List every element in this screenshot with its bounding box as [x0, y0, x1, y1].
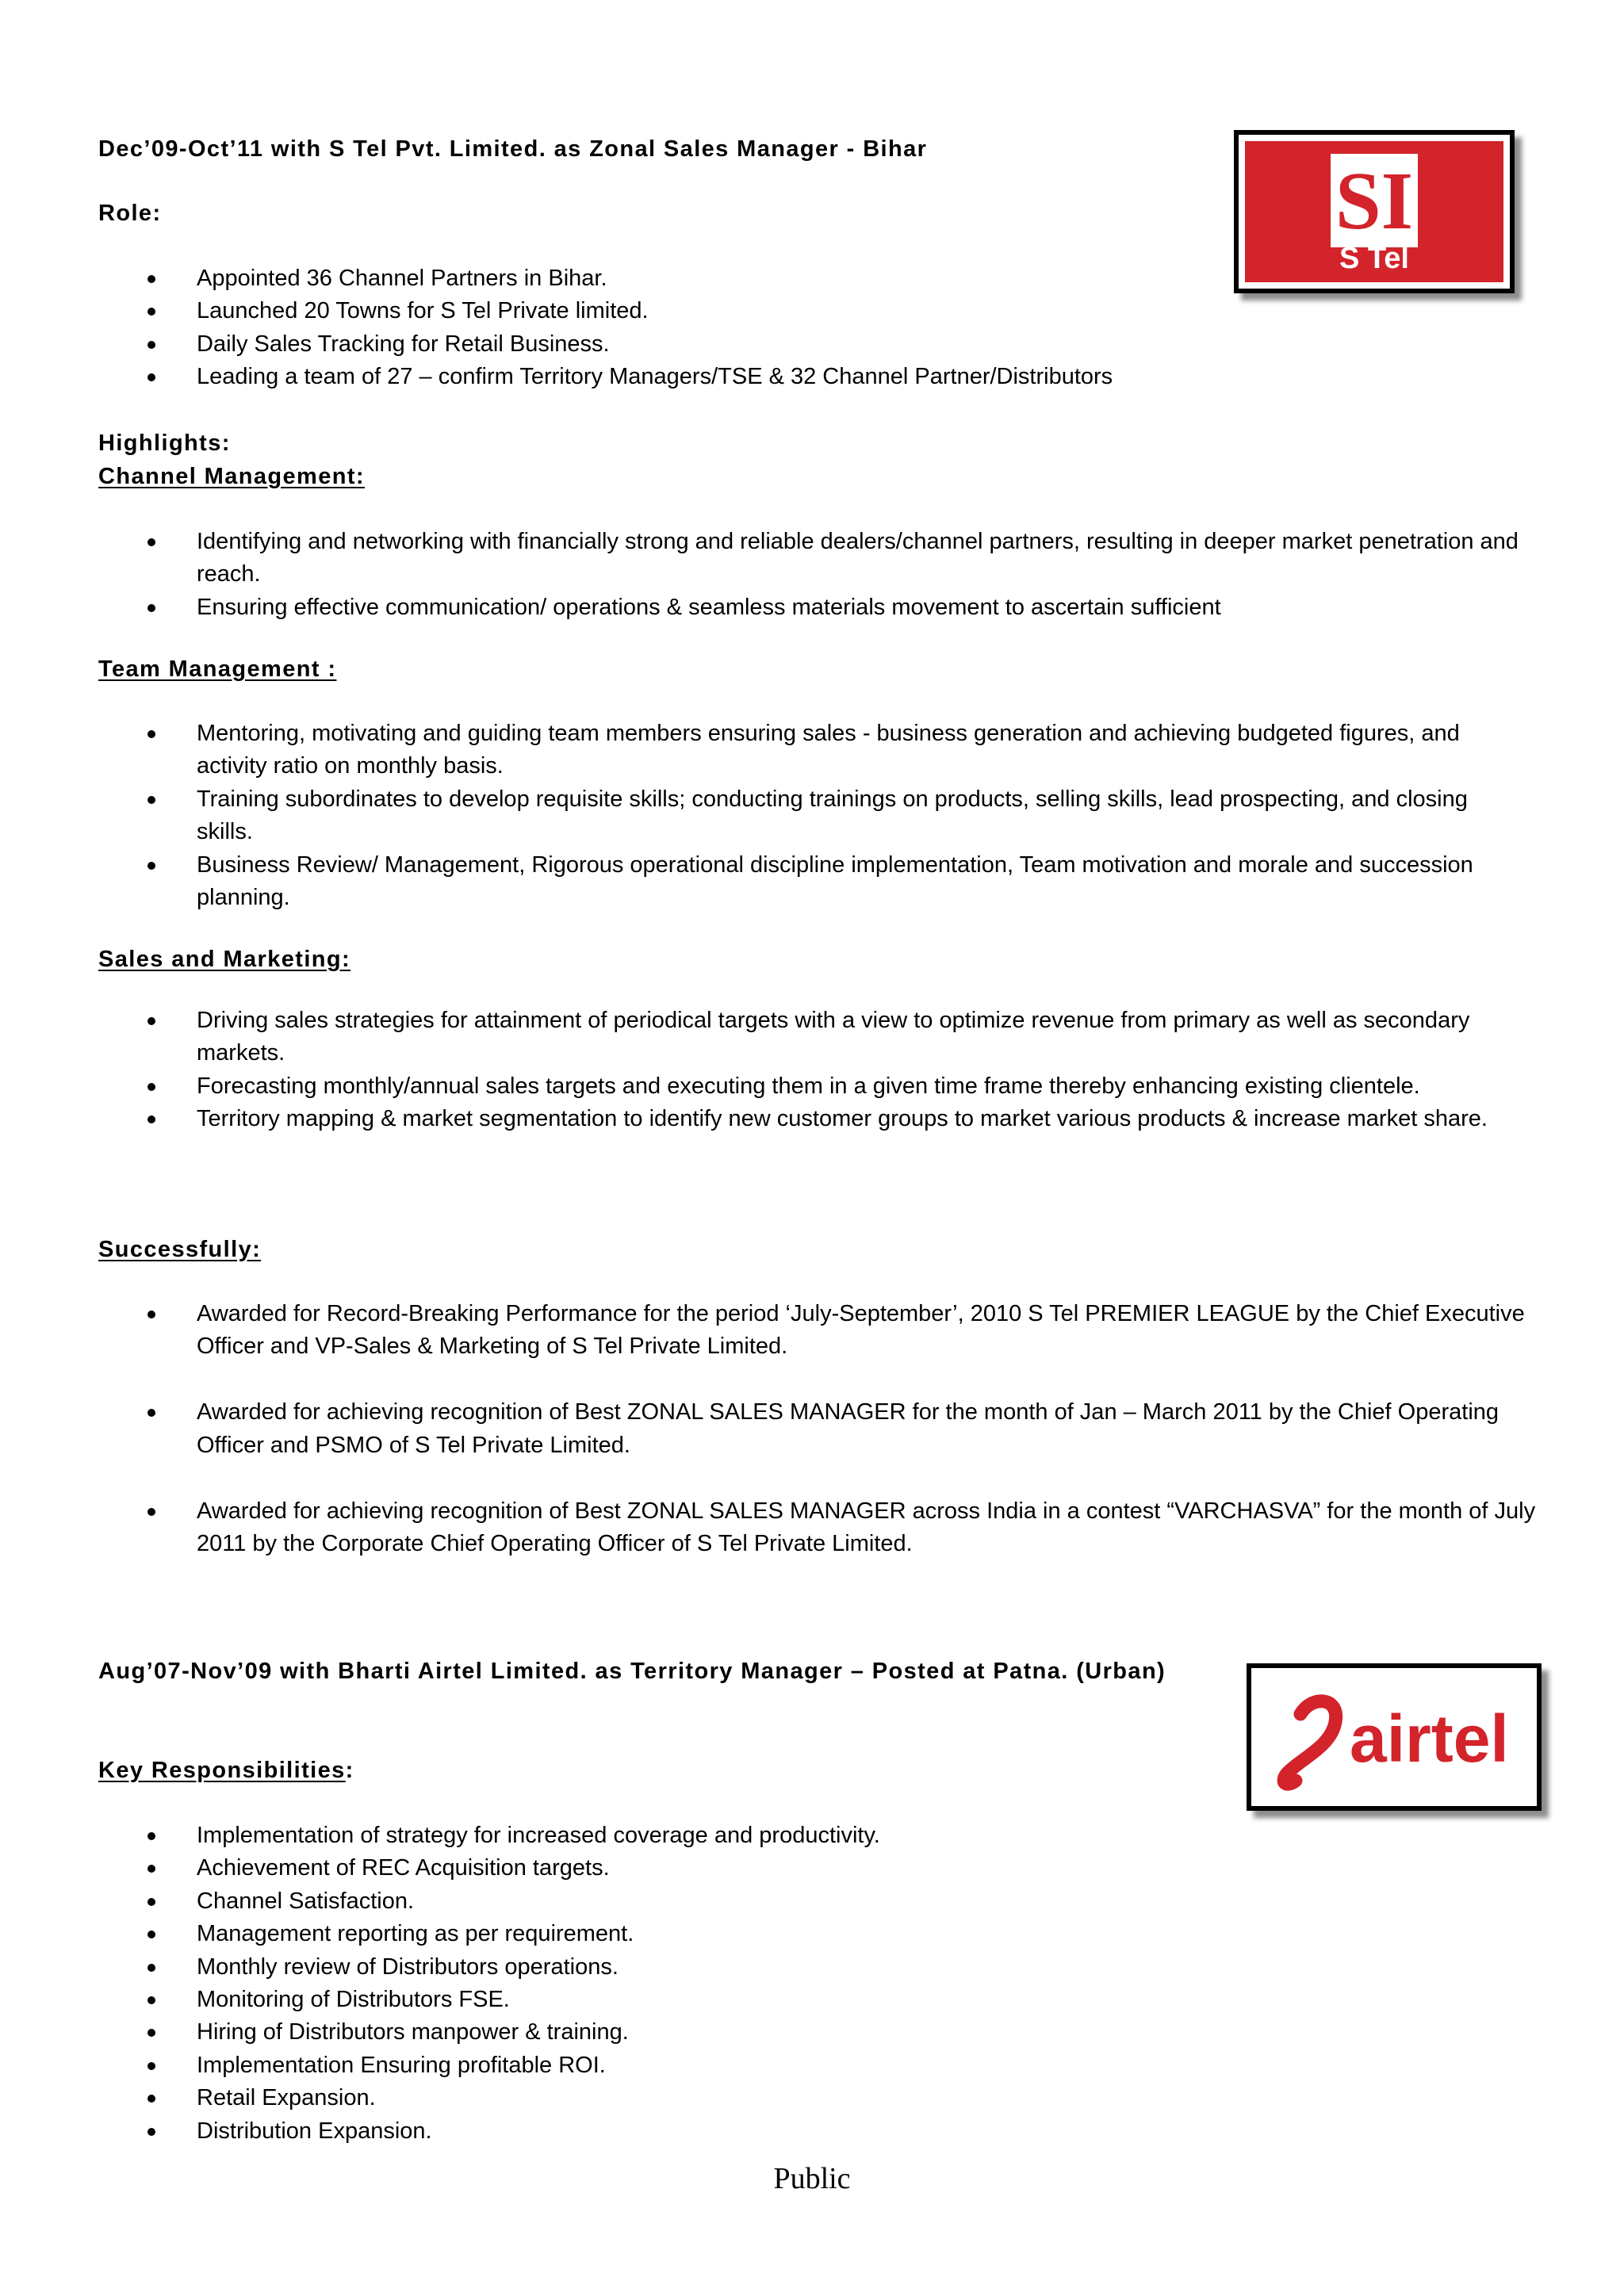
list-item: Ensuring effective communication/ operations & seamless materials movement to ascertain sufficient — [98, 591, 1534, 624]
list-item: Awarded for achieving recognition of Best ZONAL SALES MANAGER for the month of Jan – March 2011 by the Chief Operating Officer and PSMO of S Tel Private Limited. — [98, 1396, 1549, 1462]
successfully-heading: Successfully: — [98, 1237, 262, 1262]
list-item: Awarded for achieving recognition of Best ZONAL SALES MANAGER across India in a contest “VARCHASVA” for the month of July 2011 by the Corporate Chief Operating Officer of S Tel Private Limited. — [98, 1495, 1549, 1561]
list-item: Retail Expansion. — [98, 2082, 1557, 2114]
list-item: Distribution Expansion. — [98, 2115, 1557, 2148]
stel-company-name: S Tel Pvt. Limited. — [328, 136, 547, 162]
list-item: Leading a team of 27 – confirm Territory Managers/TSE & 32 Channel Partner/Distributors — [98, 361, 1557, 393]
sales-marketing-heading: Sales and Marketing: — [98, 947, 351, 972]
channel-management-heading: Channel Management: — [98, 464, 365, 489]
list-item: Forecasting monthly/annual sales targets and executing them in a given time frame thereby enhancing existing clientele. — [98, 1070, 1534, 1103]
list-item: Business Review/ Management, Rigorous operational discipline implementation, Team motivation and morale and succession planning. — [98, 849, 1526, 915]
key-responsibilities-label: Key Responsibilities — [98, 1758, 346, 1783]
list-item: Management reporting as per requirement. — [98, 1918, 1557, 1950]
list-item: Channel Satisfaction. — [98, 1885, 1557, 1918]
svg-text:SI: SI — [1335, 155, 1414, 247]
list-item: Launched 20 Towns for S Tel Private limited. — [98, 295, 1557, 327]
list-item: Implementation Ensuring profitable ROI. — [98, 2049, 1557, 2082]
airtel-company-name: Bharti Airtel Limited. — [338, 1659, 588, 1684]
page-footer-label: Public — [773, 2162, 851, 2195]
list-item: Achievement of REC Acquisition targets. — [98, 1852, 1557, 1885]
channel-management-list — [98, 526, 1534, 624]
list-item: Implementation of strategy for increased coverage and productivity. — [98, 1820, 1557, 1852]
list-item: Monthly review of Distributors operations. — [98, 1951, 1557, 1984]
airtel-heading-connector: as — [588, 1659, 631, 1684]
role-list — [98, 262, 1557, 394]
list-item: Daily Sales Tracking for Retail Business. — [98, 328, 1557, 361]
list-item: Hiring of Distributors manpower & training. — [98, 2016, 1557, 2049]
stel-job-heading — [98, 132, 927, 166]
airtel-job-role: Territory Manager – Posted at Patna. (Urban) — [630, 1659, 1166, 1684]
key-responsibilities-list — [98, 1820, 1557, 2148]
airtel-logo — [1247, 1663, 1542, 1811]
list-item: Appointed 36 Channel Partners in Bihar. — [98, 262, 1557, 295]
list-item: Awarded for Record-Breaking Performance for the period ‘July-September’, 2010 S Tel PREMIER LEAGUE by the Chief Executive Officer and VP-Sales & Marketing of S Tel Private Limited. — [98, 1298, 1549, 1364]
stel-heading-connector: as — [546, 136, 590, 162]
highlights-heading: Highlights: — [98, 430, 231, 456]
list-item: Territory mapping & market segmentation to identify new customer groups to market various products & increase market share. — [98, 1103, 1534, 1135]
sales-marketing-list — [98, 1004, 1534, 1136]
list-item: Identifying and networking with financially strong and reliable dealers/channel partners, resulting in deeper market penetration and reach. — [98, 526, 1534, 591]
key-responsibilities-colon: : — [345, 1758, 354, 1783]
team-management-heading: Team Management : — [98, 656, 337, 682]
list-item: Driving sales strategies for attainment of periodical targets with a view to optimize revenue from primary as well as secondary markets. — [98, 1004, 1534, 1070]
airtel-logo-icon — [1251, 1668, 1537, 1806]
stel-logo-text: S Tel — [1339, 242, 1409, 275]
team-management-list — [98, 718, 1526, 914]
airtel-job-dates: Aug’07-Nov’09 with — [98, 1659, 339, 1684]
list-item: Training subordinates to develop requisite skills; conducting trainings on products, selling skills, lead prospecting, and closing skills. — [98, 783, 1526, 849]
stel-job-role: Zonal Sales Manager - Bihar — [589, 136, 928, 162]
key-responsibilities-heading — [98, 1754, 354, 1787]
list-item: Monitoring of Distributors FSE. — [98, 1984, 1557, 2016]
stel-job-dates: Dec’09-Oct’11 with — [98, 136, 329, 162]
airtel-logo-text: airtel — [1350, 1701, 1509, 1776]
list-item: Mentoring, motivating and guiding team members ensuring sales - business generation and achieving budgeted figures, and activity ratio on monthly basis. — [98, 718, 1526, 783]
role-heading: Role: — [98, 201, 162, 226]
airtel-job-heading — [98, 1655, 1237, 1688]
awards-list — [98, 1298, 1549, 1560]
